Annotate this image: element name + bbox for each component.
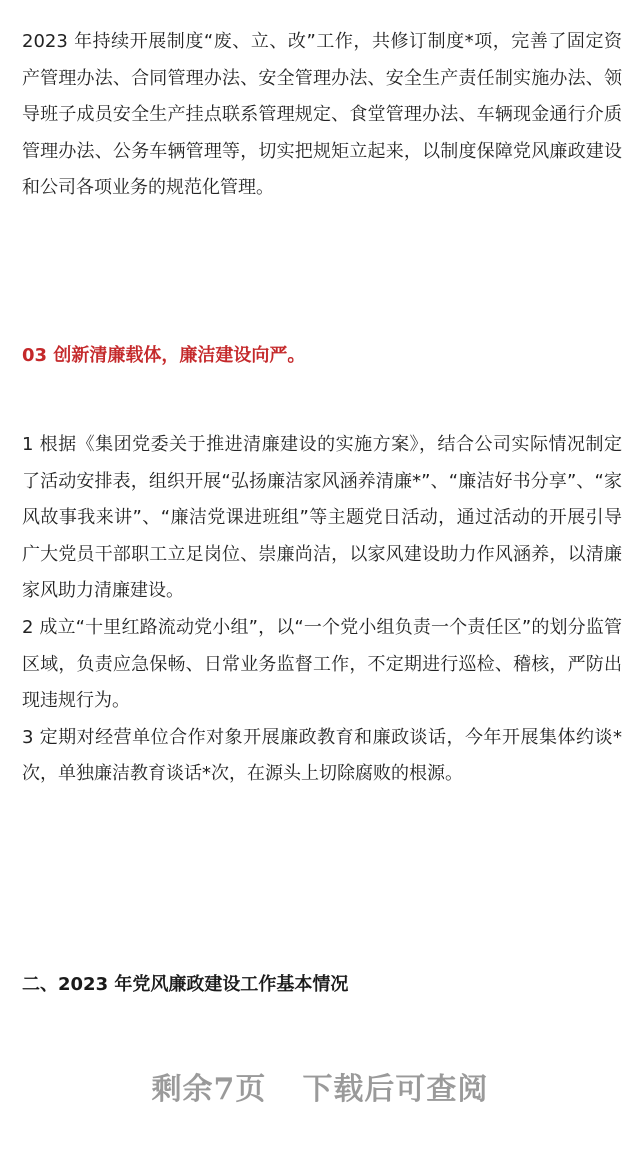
section-2-heading: 二、2023 年党风廉政建设工作基本情况: [22, 974, 349, 995]
list-item-1: 1 根据《集团党委关于推进清廉建设的实施方案》，结合公司实际情况制定了活动安排表，组织开展“弘扬廉洁家风涵养清廉*”、“廉洁好书分享”、“家风故事我来讲”、“廉洁党课进班组”等主题党日活动，通过活动的开展引导广大党员干部职工立足岗位、崇廉尚洁，以家风建设助力作风涵养，以清廉家风助力清廉建设。: [22, 434, 622, 602]
download-prompt-label: 下载后可查阅: [302, 1072, 489, 1107]
list-item-2: 2 成立“十里红路流动党小组”，以“一个党小组负责一个责任区”的划分监管区域，负责应急保畅、日常业务监督工作，不定期进行巡检、稽核，严防出现违规行为。: [22, 616, 622, 712]
intro-paragraph: 2023 年持续开展制度“废、立、改”工作，共修订制度*项，完善了固定资产管理办法、合同管理办法、安全管理办法、安全生产责任制实施办法、领导班子成员安全生产挂点联系管理规定、食堂管理办法、车辆现金通行介质管理办法、公务车辆管理等，切实把规矩立起来，以制度保障党风廉政建设和公司各项业务的规范化管理。: [22, 31, 622, 199]
list-item-3: 3 定期对经营单位合作对象开展廉政教育和廉政谈话，今年开展集体约谈*次，单独廉洁教育谈话*次，在源头上切除腐败的根源。: [22, 726, 622, 785]
remaining-pages-label: 剩余7页: [151, 1072, 267, 1107]
section-03-list: [22, 427, 622, 793]
download-more-banner[interactable]: [0, 1066, 640, 1114]
section-03-heading: 03 创新清廉载体，廉洁建设向严。: [22, 345, 306, 366]
